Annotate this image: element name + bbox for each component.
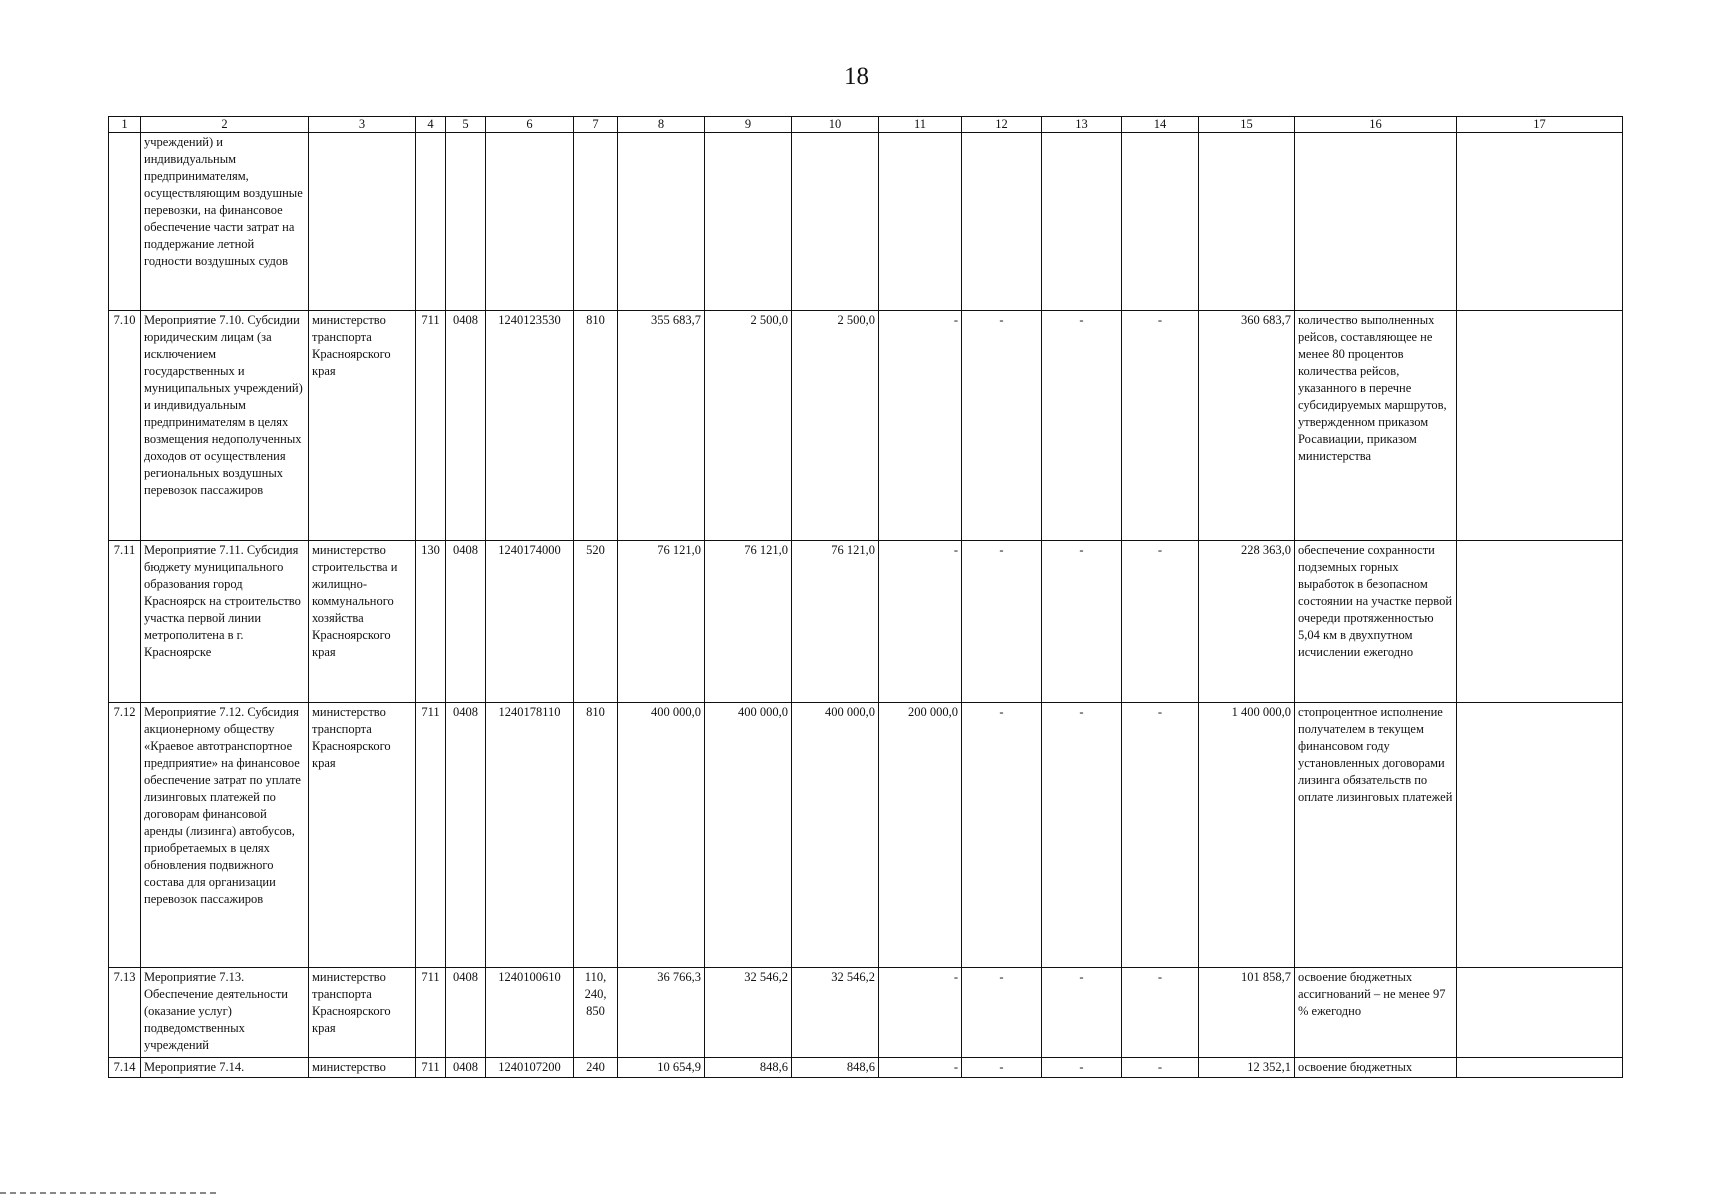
table-row: [109, 133, 1623, 311]
total-amount-cell: 101 858,7: [1199, 968, 1295, 1058]
amount-cell-9: 32 546,2: [705, 968, 792, 1058]
total-amount-cell: [1199, 133, 1295, 311]
amount-cell-9: 848,6: [705, 1058, 792, 1078]
activity-name-cell: Мероприятие 7.14.: [141, 1058, 309, 1078]
total-amount-cell: 228 363,0: [1199, 541, 1295, 703]
amount-cell-13: -: [1042, 541, 1122, 703]
expense-type-code-cell: 520: [574, 541, 618, 703]
amount-cell-12: -: [962, 968, 1042, 1058]
amount-cell-11: -: [879, 541, 962, 703]
column-17-cell: [1457, 541, 1623, 703]
target-article-code-cell: 1240174000: [486, 541, 574, 703]
table-row: [109, 311, 1623, 541]
amount-cell-8: 400 000,0: [618, 703, 705, 968]
column-header: 13: [1042, 117, 1122, 133]
activity-name-cell: Мероприятие 7.13. Обеспечение деятельности (оказание услуг) подведомственных учреждений: [141, 968, 309, 1058]
column-header: 2: [141, 117, 309, 133]
target-article-code-cell: 1240107200: [486, 1058, 574, 1078]
row-number-cell: 7.14: [109, 1058, 141, 1078]
amount-cell-11: 200 000,0: [879, 703, 962, 968]
column-header: 12: [962, 117, 1042, 133]
amount-cell-9: [705, 133, 792, 311]
section-code-cell: 0408: [446, 968, 486, 1058]
total-amount-cell: 1 400 000,0: [1199, 703, 1295, 968]
executor-cell: [309, 133, 416, 311]
amount-cell-8: 10 654,9: [618, 1058, 705, 1078]
activity-name-cell: учреждений) и индивидуальным предпринимателям, осуществляющим воздушные перевозки, на финансовое обеспечение части затрат на поддержание летной годности воздушных судов: [141, 133, 309, 311]
column-number-row: [109, 117, 1623, 133]
expected-result-cell: освоение бюджетных: [1295, 1058, 1457, 1078]
program-activities-table: [108, 116, 1623, 1078]
amount-cell-14: -: [1122, 311, 1199, 541]
expected-result-cell: освоение бюджетных ассигнований – не менее 97 % ежегодно: [1295, 968, 1457, 1058]
column-17-cell: [1457, 1058, 1623, 1078]
amount-cell-11: -: [879, 968, 962, 1058]
expense-type-code-cell: 810: [574, 703, 618, 968]
activity-name-cell: Мероприятие 7.11. Субсидия бюджету муниципального образования город Красноярск на строительство участка первой линии метрополитена в г. Красноярске: [141, 541, 309, 703]
row-number-cell: 7.10: [109, 311, 141, 541]
column-header: 16: [1295, 117, 1457, 133]
total-amount-cell: 360 683,7: [1199, 311, 1295, 541]
row-number-cell: 7.11: [109, 541, 141, 703]
expense-type-code-cell: 110, 240, 850: [574, 968, 618, 1058]
amount-cell-12: -: [962, 311, 1042, 541]
scan-edge-mark: [0, 1192, 220, 1194]
table-row: [109, 1058, 1623, 1078]
executor-cell: министерство транспорта Красноярского края: [309, 311, 416, 541]
section-code-cell: 0408: [446, 311, 486, 541]
amount-cell-12: -: [962, 541, 1042, 703]
amount-cell-11: [879, 133, 962, 311]
section-code-cell: 0408: [446, 703, 486, 968]
grbs-code-cell: [416, 133, 446, 311]
amount-cell-13: -: [1042, 968, 1122, 1058]
activity-name-cell: Мероприятие 7.12. Субсидия акционерному обществу «Краевое автотранспортное предприятие» на финансовое обеспечение затрат по уплате лизинговых платежей по договорам финансовой аренды (лизинга) автобусов, приобретаемых в целях обновления подвижного состава для организации перевозок пассажиров: [141, 703, 309, 968]
activity-name-cell: Мероприятие 7.10. Субсидии юридическим лицам (за исключением государственных и муниципальных учреждений) и индивидуальным предпринимателям в целях возмещения недополученных доходов от осуществления региональных воздушных перевозок пассажиров: [141, 311, 309, 541]
total-amount-cell: 12 352,1: [1199, 1058, 1295, 1078]
amount-cell-14: -: [1122, 1058, 1199, 1078]
column-header: 6: [486, 117, 574, 133]
executor-cell: министерство строительства и жилищно-коммунального хозяйства Красноярского края: [309, 541, 416, 703]
amount-cell-10: 32 546,2: [792, 968, 879, 1058]
section-code-cell: 0408: [446, 541, 486, 703]
column-header: 14: [1122, 117, 1199, 133]
section-code-cell: [446, 133, 486, 311]
expected-result-cell: [1295, 133, 1457, 311]
expected-result-cell: количество выполненных рейсов, составляющее не менее 80 процентов количества рейсов, указанного в перечне субсидируемых маршрутов, утвержденном приказом Росавиации, приказом министерства: [1295, 311, 1457, 541]
amount-cell-8: 76 121,0: [618, 541, 705, 703]
amount-cell-12: -: [962, 703, 1042, 968]
page-number: 18: [844, 63, 869, 90]
amount-cell-10: 848,6: [792, 1058, 879, 1078]
amount-cell-10: 2 500,0: [792, 311, 879, 541]
section-code-cell: 0408: [446, 1058, 486, 1078]
amount-cell-10: [792, 133, 879, 311]
grbs-code-cell: 130: [416, 541, 446, 703]
target-article-code-cell: 1240100610: [486, 968, 574, 1058]
table-row: [109, 541, 1623, 703]
table-row: [109, 968, 1623, 1058]
row-number-cell: 7.12: [109, 703, 141, 968]
expected-result-cell: стопроцентное исполнение получателем в текущем финансовом году установленных договорами лизинга обязательств по оплате лизинговых платежей: [1295, 703, 1457, 968]
column-header: 11: [879, 117, 962, 133]
amount-cell-11: -: [879, 311, 962, 541]
column-header: 4: [416, 117, 446, 133]
expense-type-code-cell: [574, 133, 618, 311]
amount-cell-14: -: [1122, 703, 1199, 968]
amount-cell-9: 400 000,0: [705, 703, 792, 968]
amount-cell-14: -: [1122, 541, 1199, 703]
amount-cell-13: -: [1042, 311, 1122, 541]
executor-cell: министерство транспорта Красноярского края: [309, 968, 416, 1058]
amount-cell-12: [962, 133, 1042, 311]
amount-cell-11: -: [879, 1058, 962, 1078]
grbs-code-cell: 711: [416, 703, 446, 968]
amount-cell-10: 76 121,0: [792, 541, 879, 703]
amount-cell-9: 2 500,0: [705, 311, 792, 541]
grbs-code-cell: 711: [416, 1058, 446, 1078]
column-17-cell: [1457, 311, 1623, 541]
target-article-code-cell: 1240123530: [486, 311, 574, 541]
executor-cell: министерство: [309, 1058, 416, 1078]
amount-cell-10: 400 000,0: [792, 703, 879, 968]
column-header: 17: [1457, 117, 1623, 133]
column-17-cell: [1457, 133, 1623, 311]
grbs-code-cell: 711: [416, 311, 446, 541]
target-article-code-cell: 1240178110: [486, 703, 574, 968]
column-header: 5: [446, 117, 486, 133]
column-header: 15: [1199, 117, 1295, 133]
row-number-cell: [109, 133, 141, 311]
column-header: 10: [792, 117, 879, 133]
target-article-code-cell: [486, 133, 574, 311]
amount-cell-13: -: [1042, 1058, 1122, 1078]
column-header: 3: [309, 117, 416, 133]
grbs-code-cell: 711: [416, 968, 446, 1058]
column-header: 1: [109, 117, 141, 133]
amount-cell-8: [618, 133, 705, 311]
amount-cell-13: [1042, 133, 1122, 311]
expense-type-code-cell: 240: [574, 1058, 618, 1078]
row-number-cell: 7.13: [109, 968, 141, 1058]
expected-result-cell: обеспечение сохранности подземных горных выработок в безопасном состоянии на участке первой очереди протяженностью 5,04 км в двухпутном исчислении ежегодно: [1295, 541, 1457, 703]
column-header: 8: [618, 117, 705, 133]
amount-cell-9: 76 121,0: [705, 541, 792, 703]
column-header: 9: [705, 117, 792, 133]
amount-cell-8: 36 766,3: [618, 968, 705, 1058]
table-row: [109, 703, 1623, 968]
amount-cell-14: [1122, 133, 1199, 311]
amount-cell-14: -: [1122, 968, 1199, 1058]
column-17-cell: [1457, 968, 1623, 1058]
amount-cell-8: 355 683,7: [618, 311, 705, 541]
amount-cell-12: -: [962, 1058, 1042, 1078]
executor-cell: министерство транспорта Красноярского края: [309, 703, 416, 968]
column-17-cell: [1457, 703, 1623, 968]
column-header: 7: [574, 117, 618, 133]
amount-cell-13: -: [1042, 703, 1122, 968]
expense-type-code-cell: 810: [574, 311, 618, 541]
